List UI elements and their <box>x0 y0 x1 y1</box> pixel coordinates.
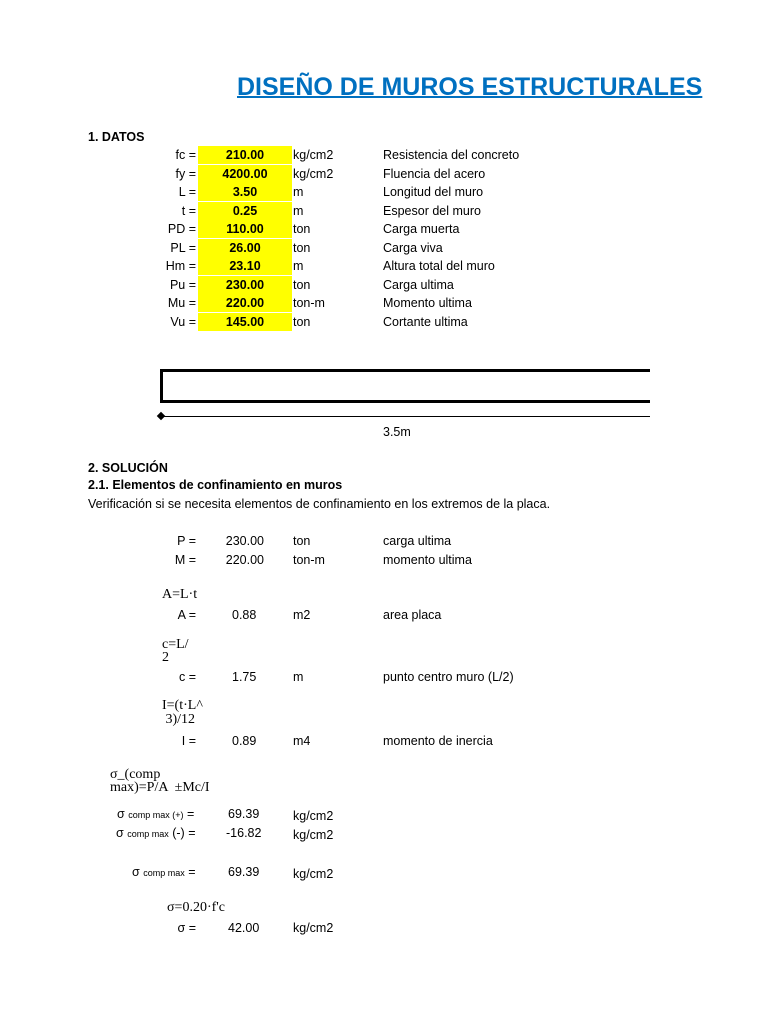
limite-unit: kg/cm2 <box>293 921 334 935</box>
datos-unit: kg/cm2 <box>293 148 334 162</box>
datos-value[interactable]: 230.00 <box>225 278 265 292</box>
sigma-subscript: comp max <box>143 868 185 878</box>
load-desc: carga ultima <box>383 534 452 548</box>
datos-desc: Altura total del muro <box>383 259 495 273</box>
sigma-max-unit: kg/cm2 <box>293 867 334 881</box>
datos-unit: kg/cm2 <box>293 167 334 181</box>
sigma-pos-label <box>117 806 194 823</box>
datos-value[interactable]: 0.25 <box>232 204 258 218</box>
subheading-confinamiento: 2.1. Elementos de confinamiento en muros <box>88 478 343 492</box>
moment-value: 220.00 <box>225 553 264 567</box>
solucion-heading: 2. SOLUCIÓN <box>88 461 168 475</box>
datos-desc: Momento ultima <box>383 296 472 310</box>
sigma-neg-label <box>116 825 196 842</box>
datos-unit: ton <box>293 315 311 329</box>
sigma-sign: (-) <box>172 826 185 840</box>
datos-label: Mu = <box>167 296 196 310</box>
moment-desc: momento ultima <box>383 553 472 567</box>
centro-label: c = <box>178 670 196 684</box>
sigma-symbol: σ <box>116 826 124 840</box>
datos-desc: Carga ultima <box>383 278 454 292</box>
sigma-subscript: comp max <box>127 829 169 839</box>
datos-unit: ton <box>293 278 311 292</box>
inercia-desc: momento de inercia <box>383 734 493 748</box>
centro-formula-line2: 2 <box>162 650 169 665</box>
dimension-marker <box>157 412 165 420</box>
inercia-formula-line1: I=(t·L^ <box>162 698 203 713</box>
datos-desc: Cortante ultima <box>383 315 468 329</box>
sigma-symbol: σ <box>117 807 125 821</box>
area-desc: area placa <box>383 608 442 622</box>
sigma-max-value: 69.39 <box>228 865 260 879</box>
datos-unit: ton <box>293 222 311 236</box>
centro-value: 1.75 <box>232 670 257 684</box>
datos-unit: ton <box>293 241 311 255</box>
datos-label: Hm = <box>165 259 196 273</box>
moment-unit: ton-m <box>293 553 325 567</box>
dimension-label: 3.5m <box>383 425 411 439</box>
inercia-formula-line2: 3)/12 <box>162 712 196 727</box>
sigma-neg-unit: kg/cm2 <box>293 828 334 842</box>
datos-value[interactable]: 4200.00 <box>222 167 268 181</box>
intro-text: Verificación si se necesita elementos de confinamiento en los extremos de la placa. <box>88 497 551 511</box>
load-unit: ton <box>293 534 311 548</box>
wall-section-diagram <box>160 369 650 403</box>
datos-desc: Carga viva <box>383 241 443 255</box>
page-title: DISEÑO DE MUROS ESTRUCTURALES <box>237 73 703 101</box>
datos-value[interactable]: 3.50 <box>232 185 258 199</box>
datos-unit: m <box>293 185 304 199</box>
datos-desc: Espesor del muro <box>383 204 481 218</box>
sigma-pos-unit: kg/cm2 <box>293 809 334 823</box>
load-label: P = <box>177 534 196 548</box>
sigma-formula-line1: σ_(comp <box>110 767 161 782</box>
datos-desc: Longitud del muro <box>383 185 484 199</box>
datos-heading: 1. DATOS <box>88 130 145 144</box>
sigma-neg-value: -16.82 <box>226 826 262 840</box>
sigma-eq: = <box>188 865 196 879</box>
datos-unit: m <box>293 259 304 273</box>
datos-desc: Resistencia del concreto <box>383 148 520 162</box>
area-label: A = <box>177 608 196 622</box>
inercia-label: I = <box>181 734 196 748</box>
sigma-max-label <box>132 864 196 881</box>
limite-formula: σ=0.20·f'c <box>167 900 226 915</box>
dimension-line <box>162 416 650 417</box>
datos-value[interactable]: 26.00 <box>229 241 261 255</box>
moment-label: M = <box>174 553 196 567</box>
datos-label: t = <box>181 204 196 218</box>
datos-unit: m <box>293 204 304 218</box>
inercia-unit: m4 <box>293 734 311 748</box>
centro-desc: punto centro muro (L/2) <box>383 670 514 684</box>
datos-label: fc = <box>175 148 196 162</box>
sigma-symbol: σ <box>132 865 140 879</box>
sigma-formula-line2: max)=P/A ±Mc/I <box>110 780 210 795</box>
datos-value[interactable]: 110.00 <box>226 222 264 236</box>
datos-desc: Fluencia del acero <box>383 167 486 181</box>
sigma-subscript: comp max (+) <box>128 810 184 820</box>
centro-formula-line1: c=L/ <box>162 637 189 652</box>
datos-value[interactable]: 220.00 <box>225 296 265 310</box>
datos-unit: ton-m <box>293 296 325 310</box>
datos-value[interactable]: 23.10 <box>229 259 261 273</box>
datos-label: Vu = <box>170 315 196 329</box>
centro-unit: m <box>293 670 304 684</box>
datos-label: PD = <box>167 222 196 236</box>
datos-value[interactable]: 145.00 <box>225 315 265 329</box>
datos-label: L = <box>178 185 196 199</box>
limite-value: 42.00 <box>228 921 260 935</box>
limite-label: σ = <box>177 921 196 935</box>
sigma-eq: = <box>188 826 196 840</box>
datos-desc: Carga muerta <box>383 222 460 236</box>
sigma-pos-value: 69.39 <box>228 807 260 821</box>
datos-label: PL = <box>170 241 196 255</box>
area-unit: m2 <box>293 608 311 622</box>
sigma-eq: = <box>186 807 195 821</box>
datos-label: fy = <box>175 167 196 181</box>
datos-value[interactable]: 210.00 <box>225 148 265 162</box>
area-value: 0.88 <box>232 608 257 622</box>
datos-label: Pu = <box>169 278 196 292</box>
area-formula: A=L·t <box>162 587 198 602</box>
inercia-value: 0.89 <box>232 734 257 748</box>
load-value: 230.00 <box>225 534 264 548</box>
